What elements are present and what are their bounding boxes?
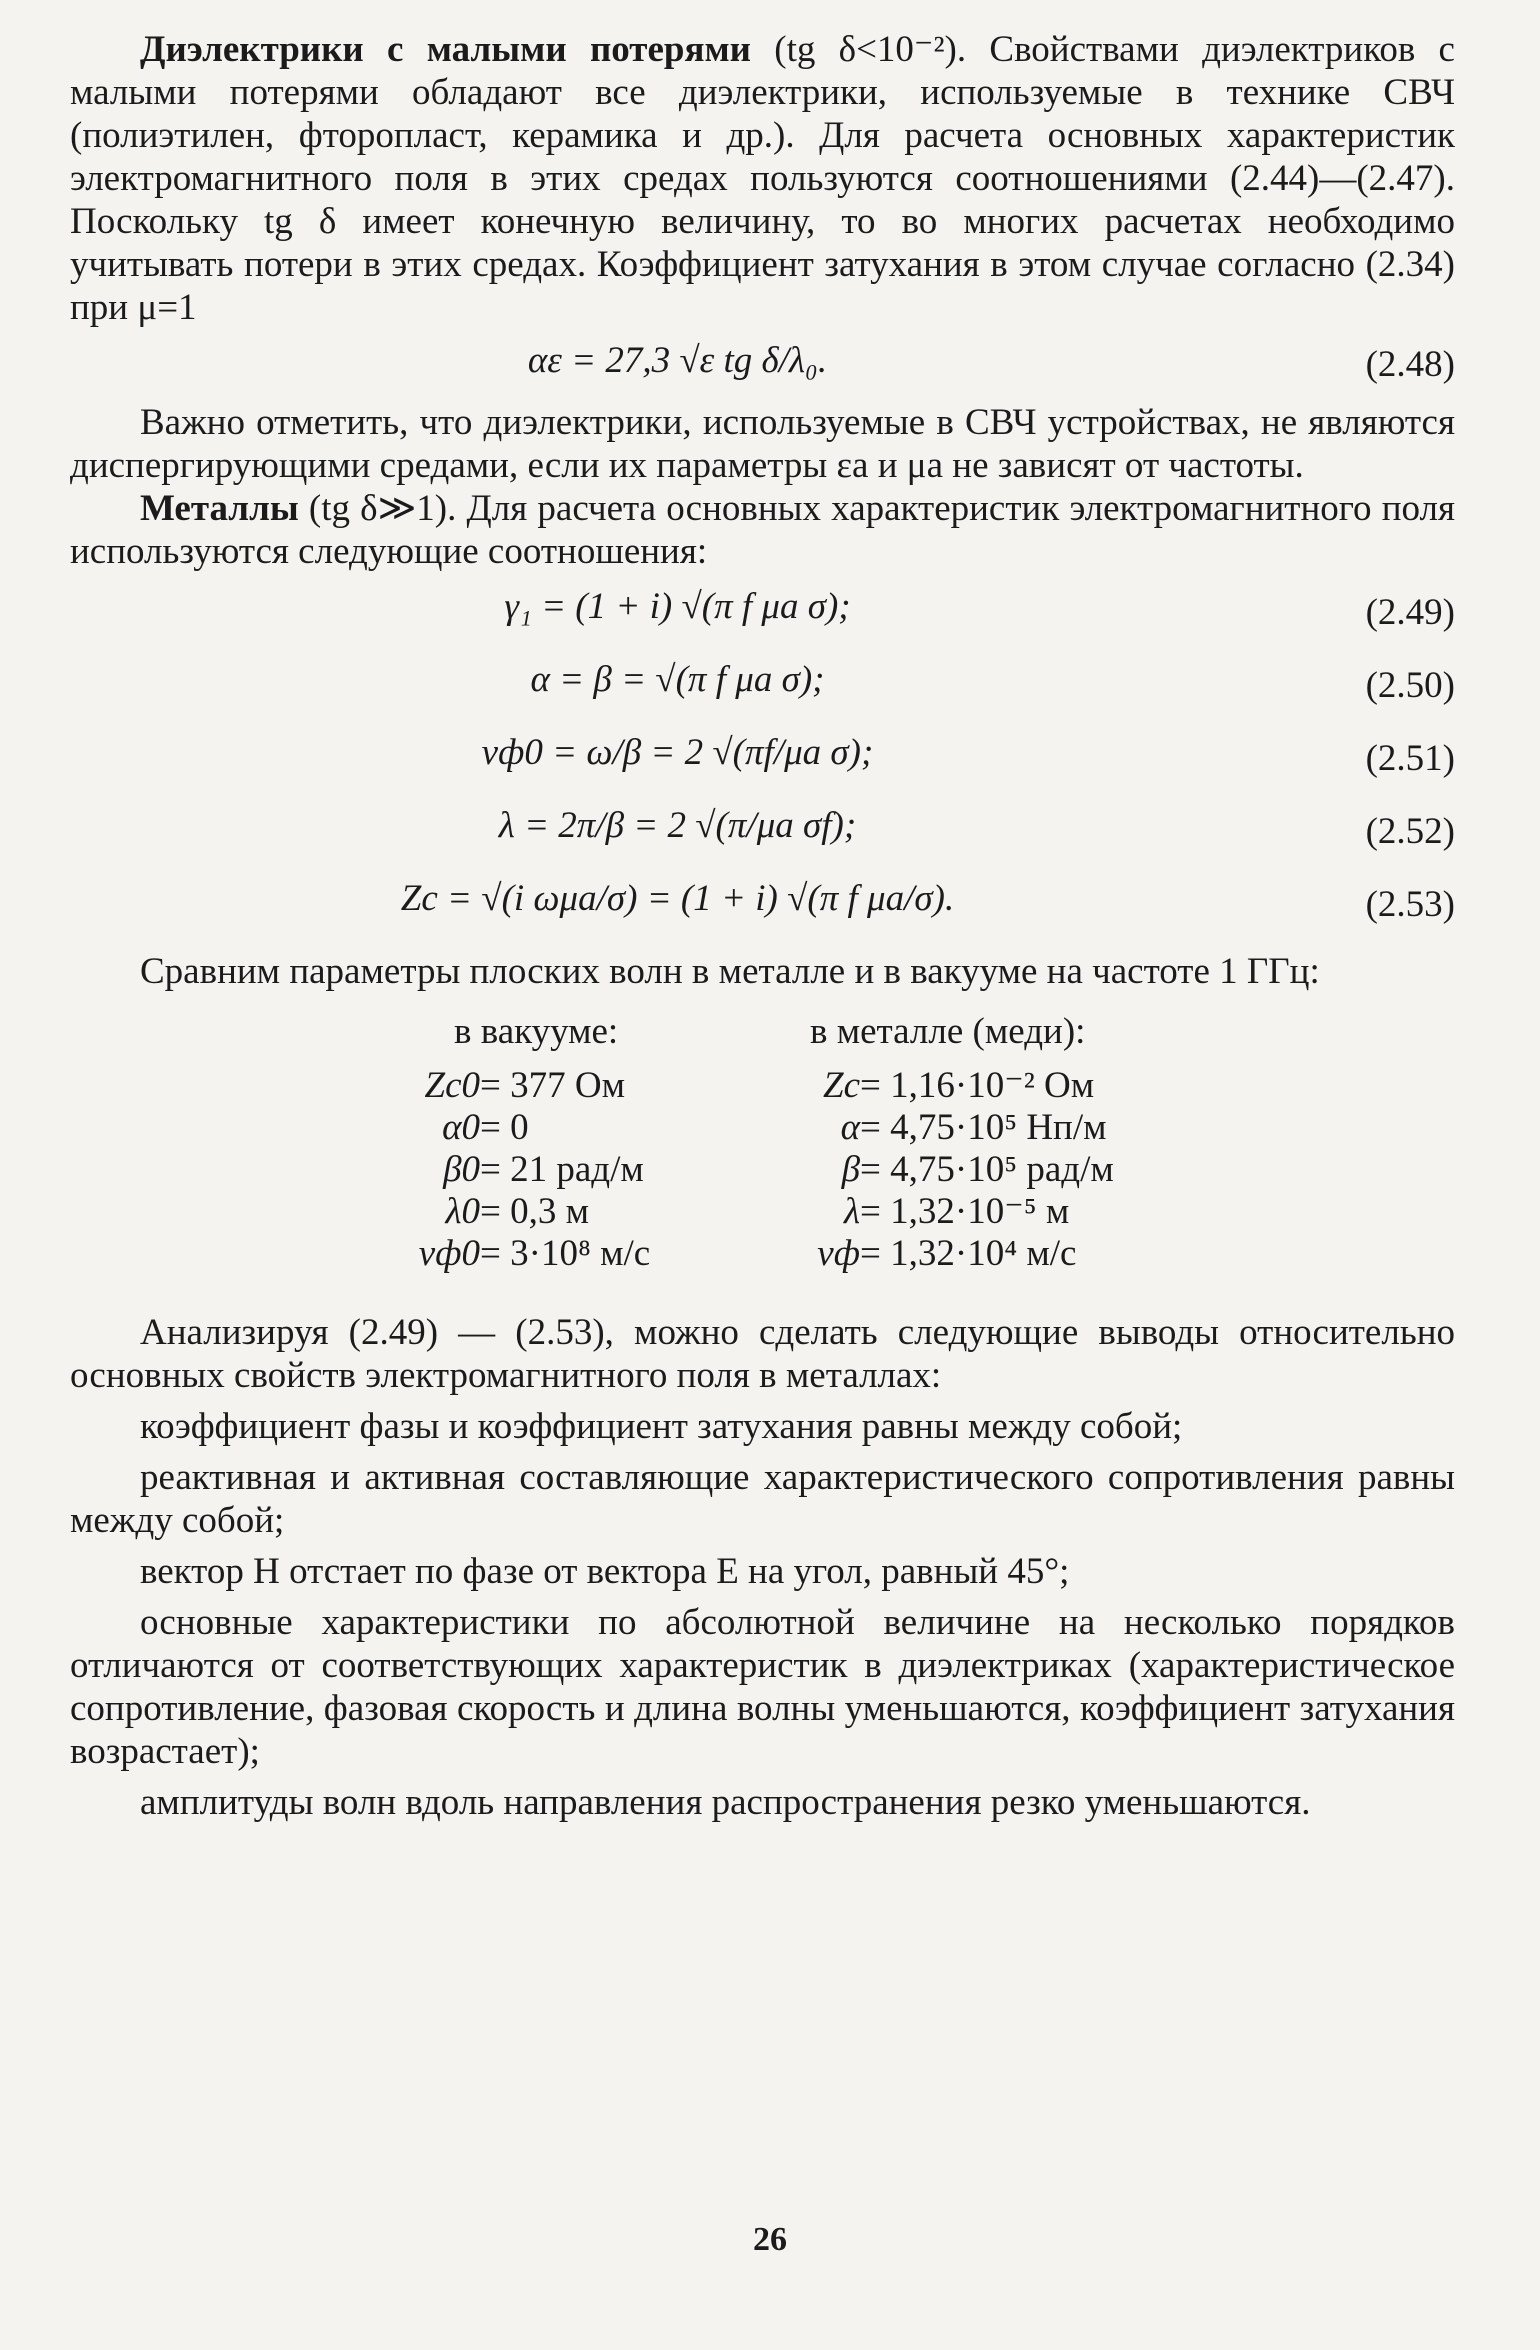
equation-2-49 — [70, 573, 1455, 646]
vacuum-row: vф0= 3·10⁸ м/с — [418, 1233, 651, 1274]
comparison-table — [70, 1011, 1455, 1311]
list-item: основные характеристики по абсолютной величине на несколько порядков отличаются от соответствующих характеристик в диэлектриках (характеристическое сопротивление, фазовая скорость и длина волны уменьшаются, коэффициент затухания возрастает); — [70, 1602, 1455, 1772]
metal-row: α= 4,75·10⁵ Нп/м — [840, 1107, 1107, 1148]
equation-formula: vф0 = ω/β = 2 √(πf/μa σ); — [481, 732, 874, 773]
dielectrics-text: (tg δ<10⁻²). Свойствами диэлектриков с малыми потерями обладают все диэлектрики, используемые в технике СВЧ (полиэтилен, фторопласт, керамика и др.). Для расчета основных характеристик электромагнитного поля в этих средах пользуются соотношениями (2.44)—(2.47). Поскольку tg δ имеет конечную величину, то во многих расчетах необходимо учитывать потери в этих средах. Коэффициент затухания в этом случае согласно (2.34) при μ=1 — [70, 29, 1455, 328]
equation-number: (2.49) — [1365, 592, 1455, 633]
equation-formula: Zc = √(i ωμa/σ) = (1 + i) √(π f μa/σ). — [400, 878, 955, 919]
vacuum-header: в вакууме: — [454, 1011, 619, 1052]
analysis-paragraph: Анализируя (2.49) — (2.53), можно сделать следующие выводы относительно основных свойств электромагнитного поля в металлах: — [70, 1312, 1455, 1396]
list-item: реактивная и активная составляющие характеристического сопротивления равны между собой; — [70, 1457, 1455, 1541]
metal-row: Zc= 1,16·10⁻² Ом — [823, 1065, 1095, 1106]
dispersion-paragraph: Важно отметить, что диэлектрики, используемые в СВЧ устройствах, не являются диспергирующими средами, если их параметры εa и μa не зависят от частоты. — [70, 402, 1455, 486]
equation-number: (2.53) — [1365, 884, 1455, 925]
vacuum-row: Zc0= 377 Ом — [424, 1065, 626, 1106]
equation-formula: λ = 2π/β = 2 √(π/μa σf); — [498, 805, 857, 846]
metal-row: β= 4,75·10⁵ рад/м — [841, 1149, 1114, 1190]
vacuum-row: λ0= 0,3 м — [445, 1191, 590, 1232]
equation-formula: γ₁ = (1 + i) √(π f μa σ); — [504, 586, 851, 627]
equation-number: (2.50) — [1365, 665, 1455, 706]
metal-header: в металле (меди): — [810, 1011, 1086, 1052]
metals-paragraph — [70, 487, 1455, 573]
dielectrics-heading: Диэлектрики с малыми потерями — [140, 29, 751, 70]
list-item: коэффициент фазы и коэффициент затухания равны между собой; — [140, 1406, 1183, 1447]
equation-formula: α = β = √(π f μa σ); — [530, 659, 825, 700]
list-item: вектор H отстает по фазе от вектора E на угол, равный 45°; — [140, 1551, 1070, 1592]
vacuum-column — [390, 1011, 720, 1275]
metal-row: λ= 1,32·10⁻⁵ м — [843, 1191, 1070, 1232]
metal-row: vф= 1,32·10⁴ м/с — [817, 1233, 1077, 1274]
comparison-intro: Сравним параметры плоских волн в металле и в вакууме на частоте 1 ГГц: — [140, 951, 1320, 992]
metals-text: (tg δ≫1). Для расчета основных характеристик электромагнитного поля используются следующие соотношения: — [70, 488, 1455, 572]
equation-number: (2.51) — [1365, 738, 1455, 779]
page-number: 26 — [753, 2221, 787, 2258]
equation-number: (2.52) — [1365, 811, 1455, 852]
equation-2-50 — [70, 646, 1455, 719]
equation-2-52 — [70, 792, 1455, 865]
main-text-column — [70, 28, 1455, 1824]
list-item: амплитуды волн вдоль направления распространения резко уменьшаются. — [140, 1782, 1311, 1823]
equation-2-51 — [70, 719, 1455, 792]
vacuum-row: β0= 21 рад/м — [443, 1149, 644, 1190]
equation-2-53 — [70, 865, 1455, 938]
equation-formula: αε = 27,3 √ε tg δ/λ₀. — [527, 340, 828, 381]
conclusions-list — [70, 1405, 1455, 1824]
equation-number: (2.48) — [1365, 344, 1455, 385]
metals-heading: Металлы — [140, 488, 299, 529]
dielectrics-paragraph — [70, 28, 1455, 329]
vacuum-row: α0= 0 — [442, 1107, 529, 1148]
metal-column — [770, 1011, 1290, 1275]
equation-2-48 — [70, 329, 1455, 401]
